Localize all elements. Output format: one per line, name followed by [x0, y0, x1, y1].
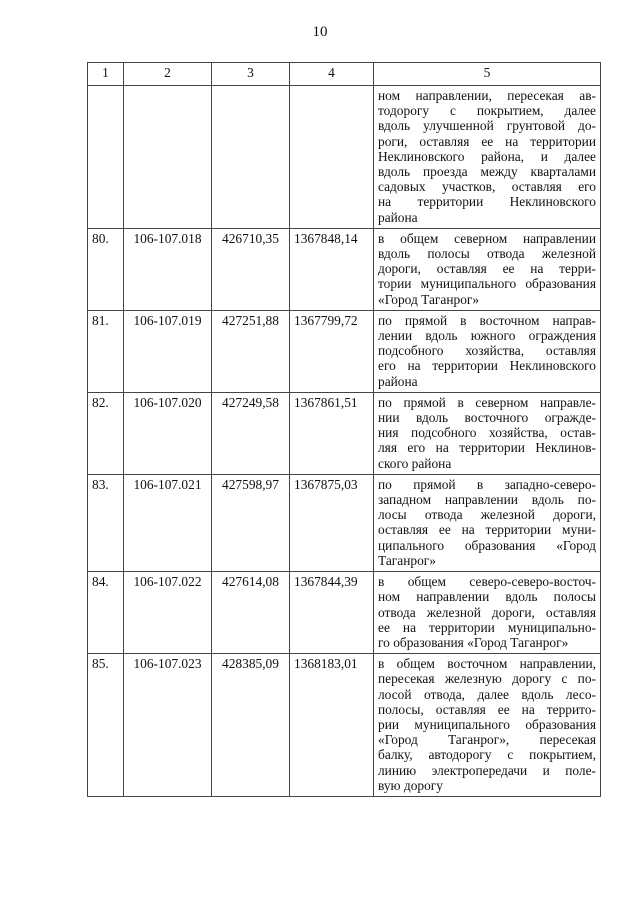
description-line: оставляя ее на территории муни- — [378, 522, 596, 538]
table-row-continuation — [88, 86, 601, 229]
point-id: 106-107.018 — [124, 228, 212, 310]
row-number: 80. — [88, 228, 124, 310]
description-line: вдоль проезда между кварталами — [378, 164, 596, 180]
row-number: 84. — [88, 572, 124, 654]
description-line: го образования «Город Таганрог» — [378, 634, 569, 650]
description-line: пересекая железную дорогу с по- — [378, 671, 596, 687]
y-coordinate: 1367848,14 — [290, 228, 374, 310]
y-coordinate: 1368183,01 — [290, 654, 374, 797]
x-coordinate: 427614,08 — [212, 572, 290, 654]
description-line: ляя его на территории Неклинов- — [378, 440, 596, 456]
description-line: роги, оставляя ее на территории — [378, 133, 596, 149]
boundary-description — [374, 228, 601, 310]
description-line: «Город Таганрог» — [378, 291, 480, 307]
row-number: 85. — [88, 654, 124, 797]
boundary-points-table — [87, 62, 601, 797]
description-line: Таганрог» — [378, 552, 436, 568]
row-number — [88, 86, 124, 229]
table-row — [88, 474, 601, 571]
description-line: лосы отвода железной дороги, — [378, 507, 596, 523]
boundary-description — [374, 474, 601, 571]
x-coordinate: 428385,09 — [212, 654, 290, 797]
table-row — [88, 654, 601, 797]
description-line: района — [378, 373, 418, 389]
description-line: ее на территории муниципально- — [378, 619, 596, 635]
description-line: западном направлении вдоль по- — [378, 492, 596, 508]
point-id: 106-107.023 — [124, 654, 212, 797]
table-row — [88, 228, 601, 310]
description-line: ном направлении, пересекая ав- — [378, 88, 596, 103]
description-line: в общем северном направлении — [378, 230, 596, 246]
row-number: 81. — [88, 310, 124, 392]
description-line: садовых участков, оставляя его — [378, 179, 596, 195]
point-id: 106-107.022 — [124, 572, 212, 654]
row-number: 82. — [88, 392, 124, 474]
y-coordinate: 1367844,39 — [290, 572, 374, 654]
table-body — [88, 86, 601, 797]
description-line: тории муниципального образования — [378, 276, 596, 292]
description-line: Неклиновского района, и далее — [378, 148, 596, 164]
description-line: в общем северо-северо-восточ- — [378, 574, 596, 590]
table-row — [88, 392, 601, 474]
description-line: дороги, оставляя ее на терри- — [378, 261, 596, 277]
row-number: 83. — [88, 474, 124, 571]
column-header-1: 1 — [88, 63, 124, 86]
y-coordinate: 1367799,72 — [290, 310, 374, 392]
y-coordinate: 1367875,03 — [290, 474, 374, 571]
description-line: «Город Таганрог», пересекая — [378, 732, 596, 748]
x-coordinate — [212, 86, 290, 229]
description-line: лосой отвода, далее вдоль лесо- — [378, 686, 596, 702]
description-line: ния подсобного хозяйства, остав- — [378, 425, 596, 441]
description-line: полосы, оставляя ее на террито- — [378, 701, 596, 717]
boundary-description — [374, 86, 601, 229]
description-line: по прямой в северном направле- — [378, 394, 596, 410]
x-coordinate: 426710,35 — [212, 228, 290, 310]
y-coordinate — [290, 86, 374, 229]
description-line: линию электропередачи и поле- — [378, 762, 596, 778]
description-line: вдоль улучшенной грунтовой до- — [378, 118, 596, 134]
description-line: вую дорогу — [378, 777, 443, 793]
description-line: на территории Неклиновского — [378, 194, 596, 210]
description-line: лении вдоль южного ограждения — [378, 328, 596, 344]
description-line: в общем восточном направлении, — [378, 656, 596, 672]
description-line: ном направлении вдоль полосы — [378, 589, 596, 605]
description-line: рии муниципального образования — [378, 716, 596, 732]
table-header-row — [88, 63, 601, 86]
description-line: вдоль полосы отвода железной — [378, 246, 596, 262]
description-line: по прямой в западно-северо- — [378, 476, 596, 492]
boundary-description — [374, 572, 601, 654]
column-header-2: 2 — [124, 63, 212, 86]
table-row — [88, 310, 601, 392]
description-line: подсобного хозяйства, оставляя — [378, 343, 596, 359]
description-line: нии вдоль восточного огражде- — [378, 410, 596, 426]
x-coordinate: 427598,97 — [212, 474, 290, 571]
x-coordinate: 427251,88 — [212, 310, 290, 392]
boundary-description — [374, 310, 601, 392]
point-id — [124, 86, 212, 229]
description-line: района — [378, 209, 418, 225]
point-id: 106-107.021 — [124, 474, 212, 571]
description-line: ципального образования «Город — [378, 537, 596, 553]
point-id: 106-107.020 — [124, 392, 212, 474]
description-line: его на территории Неклиновского — [378, 358, 596, 374]
column-header-4: 4 — [290, 63, 374, 86]
column-header-3: 3 — [212, 63, 290, 86]
boundary-description — [374, 392, 601, 474]
y-coordinate: 1367861,51 — [290, 392, 374, 474]
description-line: ского района — [378, 455, 452, 471]
point-id: 106-107.019 — [124, 310, 212, 392]
boundary-description — [374, 654, 601, 797]
table-row — [88, 572, 601, 654]
page-number: 10 — [312, 24, 328, 40]
x-coordinate: 427249,58 — [212, 392, 290, 474]
description-line: балку, автодорогу с покрытием, — [378, 747, 596, 763]
description-line: тодорогу с покрытием, далее — [378, 103, 596, 119]
description-line: отвода железной дороги, оставляя — [378, 604, 596, 620]
column-header-5: 5 — [374, 63, 601, 86]
description-line: по прямой в восточном направ- — [378, 312, 596, 328]
